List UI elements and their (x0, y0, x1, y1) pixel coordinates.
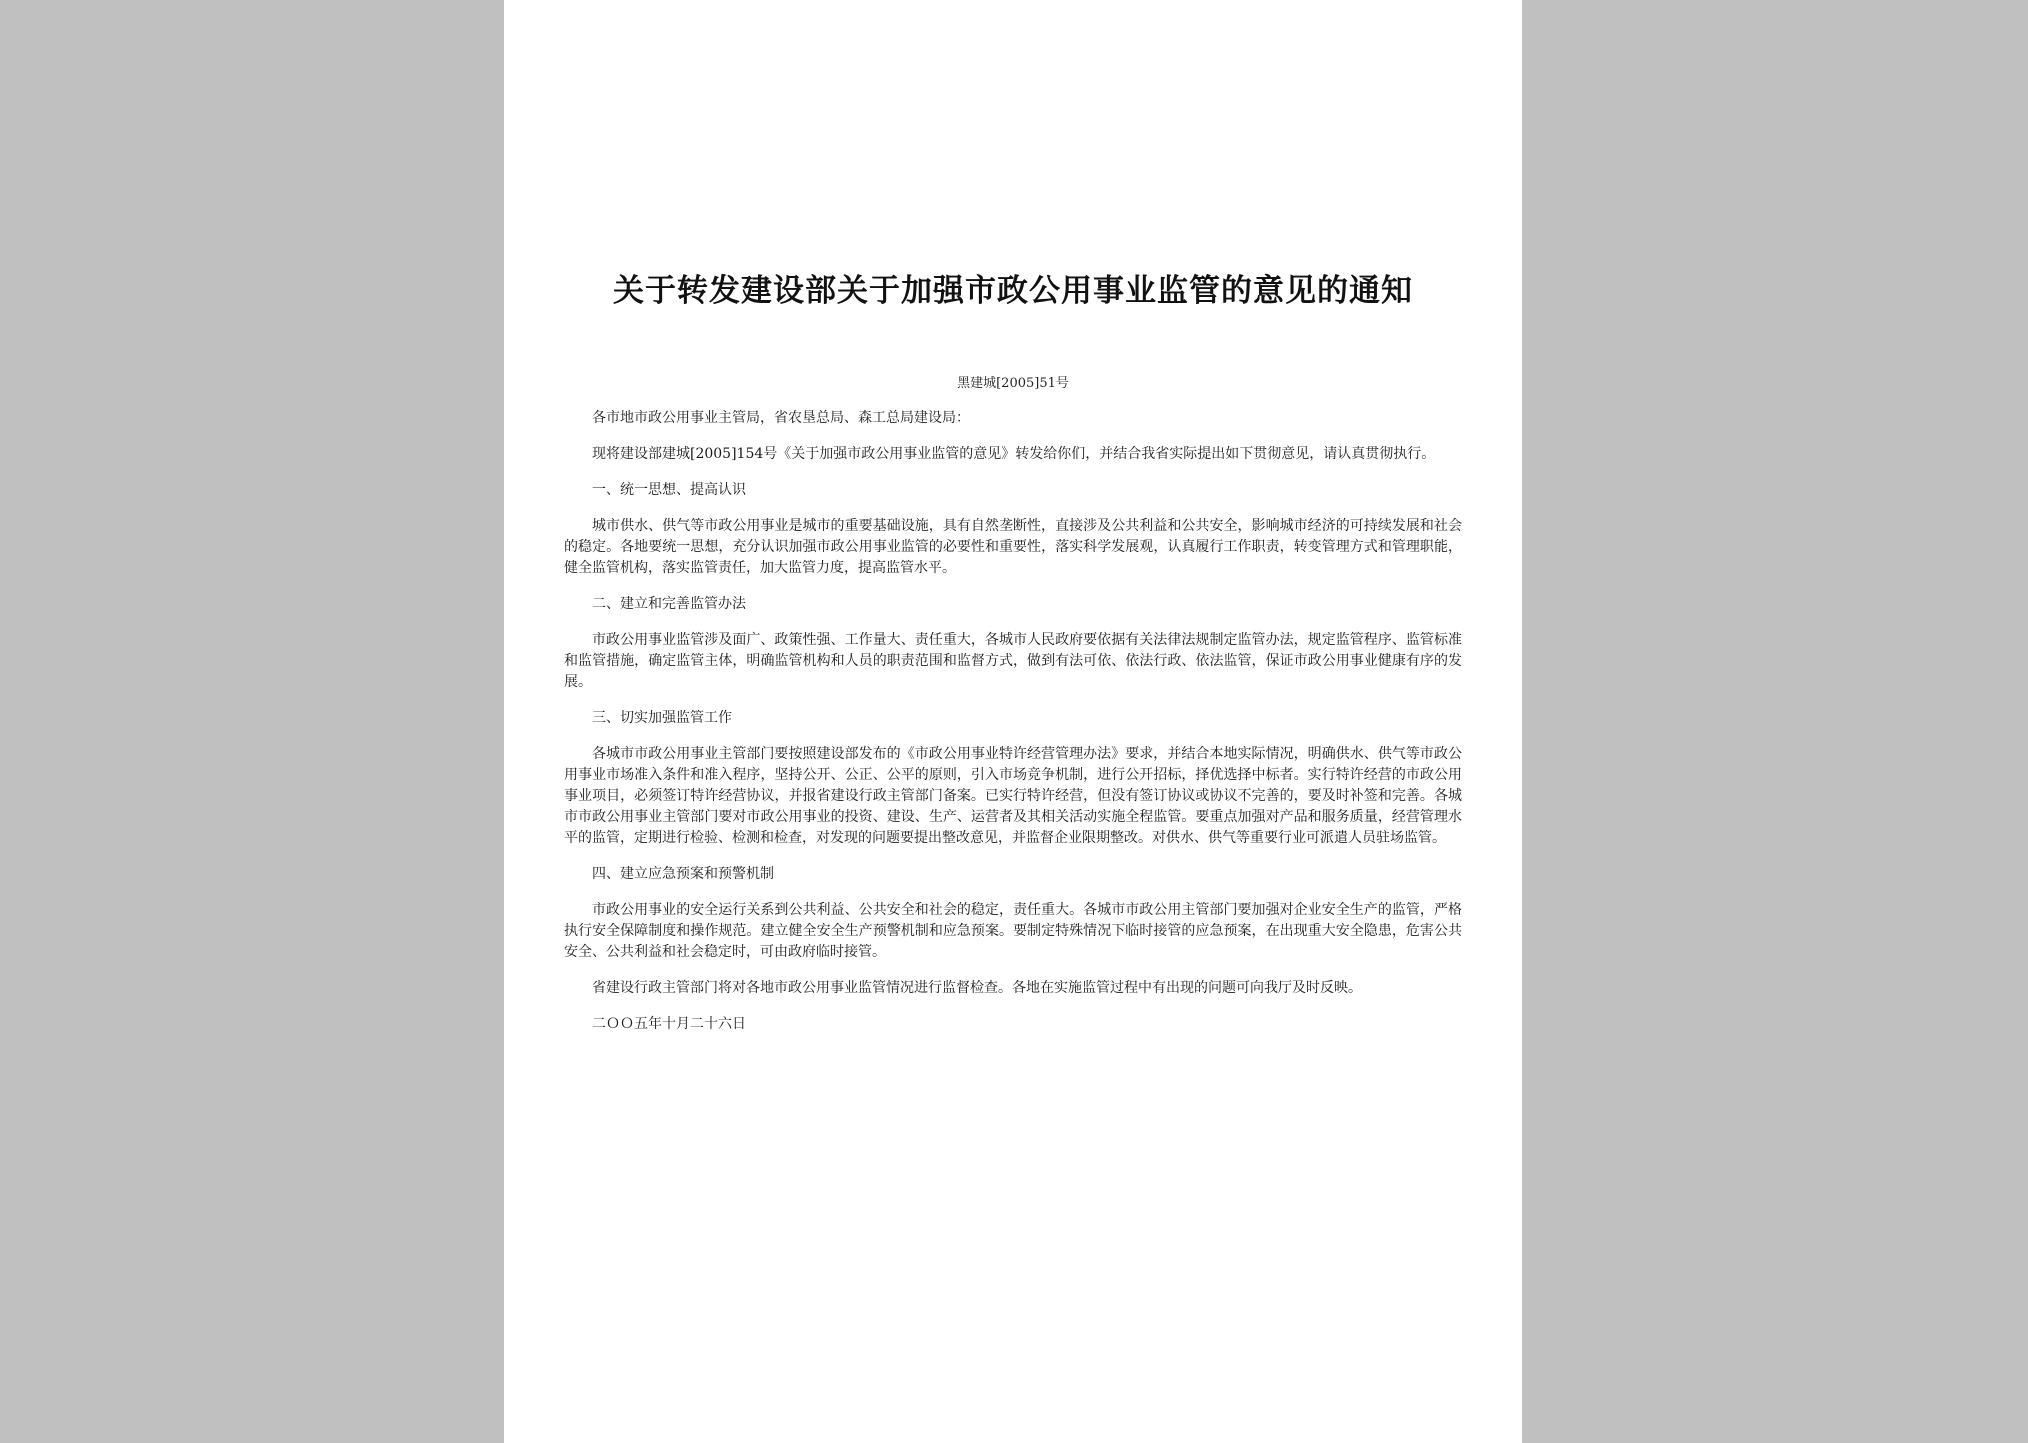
section-text-1: 城市供水、供气等市政公用事业是城市的重要基础设施，具有自然垄断性，直接涉及公共利益和公共安全，影响城市经济的可持续发展和社会的稳定。各地要统一思想，充分认识加强市政公用事业监管的必要性和重要性，落实科学发展观，认真履行工作职责，转变管理方式和管理职能，健全监管机构，落实监管责任，加大监管力度，提高监管水平。 (564, 518, 1462, 576)
salutation: 各市地市政公用事业主管局，省农垦总局、森工总局建设局： (592, 410, 970, 426)
document-body (564, 408, 1462, 1035)
section-heading-4: 四、建立应急预案和预警机制 (592, 866, 774, 882)
section-heading-2: 二、建立和完善监管办法 (592, 596, 746, 612)
document-page (504, 0, 1522, 1443)
intro-paragraph: 现将建设部建城[2005]154号《关于加强市政公用事业监管的意见》转发给你们，并结合我省实际提出如下贯彻意见，请认真贯彻执行。 (592, 446, 1436, 462)
section-text-2: 市政公用事业监管涉及面广、政策性强、工作量大、责任重大，各城市人民政府要依据有关法律法规制定监管办法，规定监管程序、监管标准和监管措施，确定监管主体，明确监管机构和人员的职责范围和监督方式，做到有法可依、依法行政、依法监管，保证市政公用事业健康有序的发展。 (564, 632, 1462, 690)
document-date: 二ＯＯ五年十月二十六日 (592, 1016, 746, 1032)
closing-paragraph: 省建设行政主管部门将对各地市政公用事业监管情况进行监督检查。各地在实施监管过程中有出现的问题可向我厅及时反映。 (592, 980, 1362, 996)
section-heading-1: 一、统一思想、提高认识 (592, 482, 746, 498)
document-title: 关于转发建设部关于加强市政公用事业监管的意见的通知 (613, 273, 1413, 309)
section-heading-3: 三、切实加强监管工作 (592, 710, 732, 726)
section-text-3: 各城市市政公用事业主管部门要按照建设部发布的《市政公用事业特许经营管理办法》要求，并结合本地实际情况，明确供水、供气等市政公用事业市场准入条件和准入程序，坚持公开、公正、公平的原则，引入市场竞争机制，进行公开招标，择优选择中标者。实行特许经营的市政公用事业项目，必须签订特许经营协议，并报省建设行政主管部门备案。已实行特许经营，但没有签订协议或协议不完善的，要及时补签和完善。各城市市政公用事业主管部门要对市政公用事业的投资、建设、生产、运营者及其相关活动实施全程监管。要重点加强对产品和服务质量，经营管理水平的监管，定期进行检验、检测和检查，对发现的问题要提出整改意见，并监督企业限期整改。对供水、供气等重要行业可派遣人员驻场监管。 (564, 746, 1462, 846)
document-number: 黑建城[2005]51号 (957, 376, 1069, 391)
section-text-4: 市政公用事业的安全运行关系到公共利益、公共安全和社会的稳定，责任重大。各城市市政公用主管部门要加强对企业安全生产的监管，严格执行安全保障制度和操作规范。建立健全安全生产预警机制和应急预案。要制定特殊情况下临时接管的应急预案，在出现重大安全隐患，危害公共安全、公共利益和社会稳定时，可由政府临时接管。 (564, 902, 1462, 960)
